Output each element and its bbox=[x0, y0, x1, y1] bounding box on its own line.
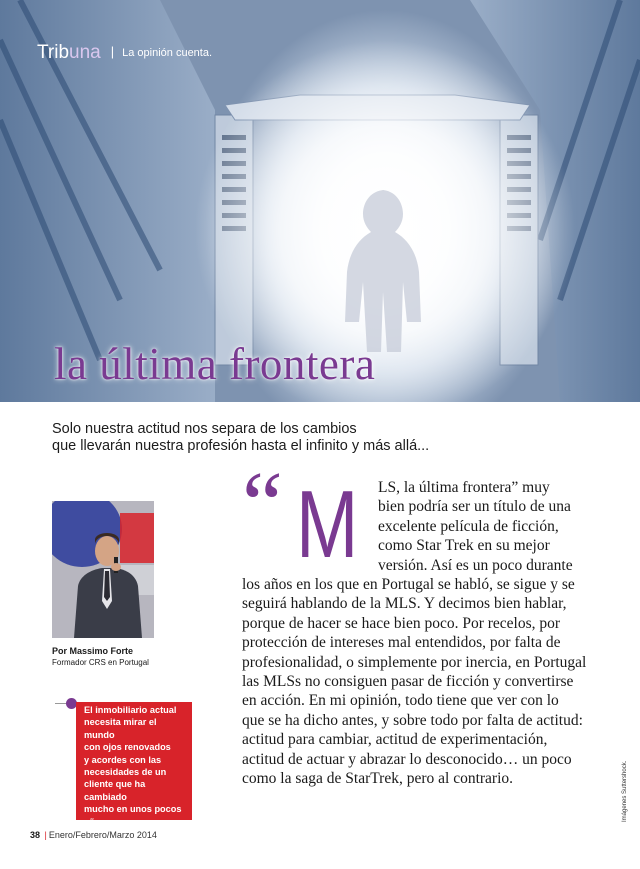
issue-date: Enero/Febrero/Marzo 2014 bbox=[48, 830, 157, 840]
page-number: 38 bbox=[30, 830, 41, 840]
pull-quote-line: necesidades de un bbox=[84, 767, 167, 778]
image-credit: Imágenes Suttershock. bbox=[622, 760, 628, 822]
section-name-part1: Trib bbox=[37, 42, 70, 63]
pull-quote-box bbox=[76, 702, 192, 827]
article-title: la última frontera bbox=[54, 339, 376, 389]
pull-quote-line: cliente que ha cambiado bbox=[84, 779, 146, 802]
body-line: en acción. En mi opinión, todo tiene que ver con lo bbox=[242, 692, 559, 710]
pull-quote-line: El inmobiliario actual bbox=[84, 705, 177, 715]
body-line: bien podría ser un título de una bbox=[378, 498, 571, 516]
header-separator: | bbox=[110, 44, 115, 59]
pull-quote-line: mucho en unos pocos bbox=[84, 804, 182, 815]
section-tagline: La opinión cuenta. bbox=[122, 47, 213, 59]
body-line: protección de intereses mal entendidos, por falta de bbox=[242, 634, 561, 652]
body-line: las MLSs no consiguen pasar de ficción y convertirse bbox=[242, 673, 574, 691]
body-line: como Star Trek en su mejor bbox=[378, 537, 550, 555]
body-line: como la saga de StarTrek, pero al contrario. bbox=[242, 770, 514, 788]
drop-cap: M bbox=[296, 471, 359, 578]
body-line: seguirá hablando de la MLS. Y decimos bien hablar, bbox=[242, 595, 567, 613]
body-line: actitud de actuar y abrazar lo desconocido… un poco bbox=[242, 750, 572, 768]
body-line: profesionalidad, o simplemente por inercia, en Portugal bbox=[242, 653, 587, 671]
footer-separator: | bbox=[44, 830, 47, 840]
body-line: actitud para cambiar, actitud de experimentación, bbox=[242, 731, 548, 749]
pull-quote-line: con ojos renovados bbox=[84, 742, 171, 753]
author-name: Por Massimo Forte bbox=[52, 646, 134, 656]
article-body bbox=[242, 471, 587, 789]
opening-quote-mark: “ bbox=[242, 453, 283, 555]
page-footer bbox=[30, 830, 157, 840]
pull-quote-line: necesita mirar el mundo bbox=[84, 717, 157, 740]
section-name-part2: una bbox=[69, 42, 101, 63]
subtitle-line: Solo nuestra actitud nos separa de los cambios bbox=[52, 421, 357, 437]
author-role: Formador CRS en Portugal bbox=[52, 658, 149, 667]
author-photo bbox=[52, 501, 154, 638]
pull-quote-line: y acordes con las bbox=[84, 754, 162, 765]
body-line: LS, la última frontera” muy bbox=[378, 479, 550, 496]
pull-quote-line: años. bbox=[84, 816, 108, 827]
subtitle-line: que llevarán nuestra profesión hasta el infinito y más allá... bbox=[52, 438, 430, 454]
body-line: excelente película de ficción, bbox=[378, 517, 559, 535]
article-subtitle bbox=[52, 421, 612, 455]
body-line: los años en los que en Portugal se habló, se sigue y se bbox=[242, 576, 575, 594]
body-line: que se ha dicho antes, y sobre todo por falta de actitud: bbox=[242, 711, 583, 729]
body-line: porque de hacer se hace bien poco. Por recelos, por bbox=[242, 614, 561, 632]
section-header bbox=[37, 42, 212, 64]
body-line: versión. Así es un poco durante bbox=[378, 556, 573, 574]
